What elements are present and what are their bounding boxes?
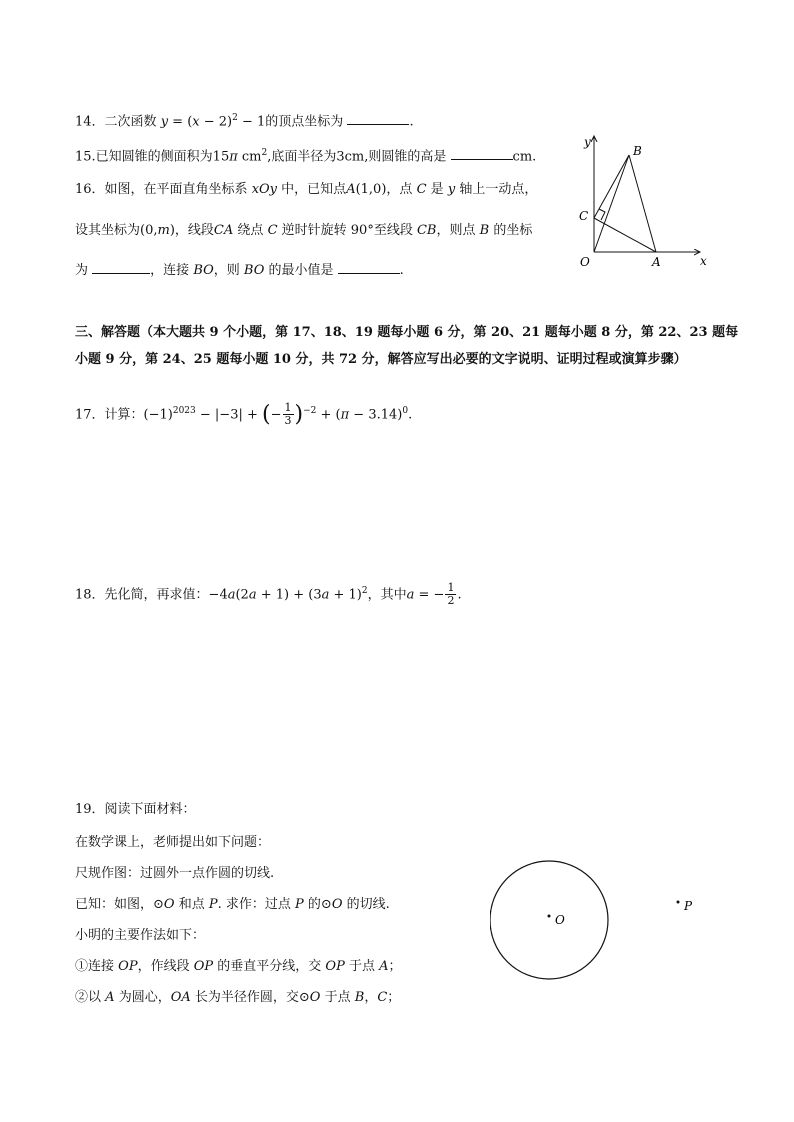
q14-formula-exp: 2: [232, 113, 238, 123]
q17-term-2: − |−3| +: [195, 407, 263, 423]
q16-point-a: A: [346, 182, 356, 197]
q14-end: .: [409, 114, 414, 130]
q18-frac-num: 1: [447, 581, 455, 595]
question-14: [75, 108, 414, 132]
label-x: x: [700, 254, 707, 268]
q14-formula-rest: − 2): [199, 114, 233, 130]
q19-line-3: 尺规作图：过圆外一点作圆的切线.: [75, 866, 275, 881]
q18-fraction: [445, 582, 456, 607]
q19-l4-o: O: [163, 897, 175, 912]
q19-l4-p: P: [208, 897, 218, 912]
q16-text-1d: 是: [430, 182, 444, 197]
q15-pi: π: [229, 149, 238, 165]
point-p-dot: [677, 901, 680, 904]
q17-term-1-exp: 2023: [172, 406, 196, 416]
q19-l6-e: ；: [388, 959, 402, 974]
q18-expr-4: + 1): [329, 587, 362, 603]
q15-end: cm.: [512, 149, 537, 165]
q18-expr-2: (2: [235, 587, 249, 603]
q19-l4-c: . 求作：过点: [217, 897, 291, 912]
q18-var-a-1: a: [227, 587, 236, 603]
q19-l7-d: 于点: [324, 990, 351, 1005]
q19-l4-d: 的⊙: [307, 897, 332, 912]
q16-text-1a: 16．如图，在平面直角坐标系: [75, 182, 248, 197]
q19-l7-oa: OA: [170, 990, 191, 1005]
q14-answer-blank[interactable]: [347, 110, 409, 125]
q16-point-b: B: [479, 223, 490, 238]
q15-prefix: 15.已知圆锥的侧面积为15: [75, 149, 230, 165]
segment-ob: [594, 155, 629, 252]
q16-point-c-2: C: [267, 223, 278, 238]
q17-prefix: 17．计算：: [75, 407, 144, 423]
q18-var-a-3: a: [321, 587, 330, 603]
q16-text-1b: 中，已知点: [281, 182, 347, 197]
section-3-heading-line-1: 三、解答题（本大题共 9 个小题，第 17、18、19 题每小题 6 分，第 20、21 题每小题 8 分，第 22、23 题每: [75, 325, 739, 340]
q19-l4-e: 的切线.: [346, 897, 390, 912]
q16-text-2a: 设其坐标为: [75, 223, 141, 238]
q16-m: m: [157, 223, 170, 238]
question-16-line-2: [75, 221, 532, 241]
q19-l6-op2: OP: [193, 959, 214, 974]
q19-l6-b: ，作线段: [137, 959, 190, 974]
q16-answer-blank-1[interactable]: [92, 259, 150, 274]
q16-text-3b: ，连接: [150, 263, 190, 278]
q19-l4-o2: O: [331, 897, 343, 912]
figure-16-coordinate-diagram: [570, 130, 720, 270]
label-y: y: [584, 135, 591, 149]
q19-line-5: 小明的主要作法如下：: [75, 928, 206, 943]
q16-text-3c: ，则: [213, 263, 240, 278]
q16-xoy: xOy: [251, 182, 278, 197]
q19-l7-f: ；: [387, 990, 401, 1005]
q18-eq: = −: [414, 587, 445, 603]
label-c: C: [579, 209, 589, 223]
label-p: P: [684, 899, 693, 913]
q16-segment-ca: CA: [213, 223, 234, 238]
q17-end: .: [408, 407, 413, 423]
q17-term-4-exp: 0: [402, 406, 409, 416]
q16-coord-close: ): [169, 223, 175, 238]
q19-l6-op3: OP: [325, 959, 345, 974]
question-17: 17．计算：$(-1)^{2023} - |-3|$ + (− $\frac{1}{3}$ )$^{-2} + (\pi - 3.14)^0$.: [75, 401, 413, 428]
q16-text-3d: 的最小值是: [268, 263, 334, 278]
q17-term-4: + (: [316, 407, 341, 423]
q18-var-a-4: a: [406, 587, 415, 603]
q14-suffix: 的顶点坐标为: [265, 114, 344, 130]
q15-middle: ,底面半径为3cm,则圆锥的高是: [267, 149, 447, 165]
q17-frac-num: 1: [284, 401, 292, 415]
q16-point-c: C: [416, 182, 427, 197]
q19-l6-a-point: A: [379, 959, 389, 974]
q17-paren-close: ): [294, 401, 304, 427]
q19-l6-d: 于点: [348, 959, 375, 974]
q18-exp: 2: [361, 586, 368, 596]
segment-cb: [594, 155, 629, 218]
q18-expr-3: + 1) + (3: [256, 587, 322, 603]
q14-prefix: 14．二次函数: [75, 114, 157, 130]
q18-prefix: 18．先化简，再求值：: [75, 587, 209, 603]
q16-segment-bo-2: BO: [243, 263, 265, 278]
q16-y-axis: y: [447, 182, 456, 197]
center-o-dot: [548, 915, 551, 918]
q16-text-2b: ，线段: [174, 223, 214, 238]
q19-l6-op: OP: [118, 959, 138, 974]
q17-fraction: [283, 402, 294, 427]
q19-l4-p2: P: [295, 897, 304, 912]
question-16-line-1: [75, 180, 537, 200]
q16-text-3-end: .: [399, 263, 404, 278]
q19-line-2: 在数学课上，老师提出如下问题：: [75, 835, 271, 850]
q18-end: .: [457, 587, 462, 603]
q19-line-7: [75, 988, 400, 1008]
q17-term-1: (−1): [143, 407, 173, 423]
q16-text-2c: 绕点: [237, 223, 264, 238]
q15-unit-exp: 2: [261, 148, 268, 158]
q14-formula-y: y: [160, 114, 169, 130]
q17-term-4b: − 3.14): [349, 407, 403, 423]
q18-var-a-2: a: [248, 587, 257, 603]
right-angle-mark: [599, 209, 605, 220]
q19-l7-a: ②以: [75, 990, 102, 1005]
q16-coord-c: (0,: [140, 223, 158, 238]
q15-unit: cm: [237, 149, 262, 165]
q19-line-4: [75, 895, 390, 915]
q15-answer-blank[interactable]: [451, 145, 513, 160]
q14-formula-eq: = (: [168, 114, 193, 130]
q19-l7-o: O: [309, 990, 321, 1005]
segment-ba: [629, 155, 656, 252]
q16-text-2d: 逆时针旋转 90°至线段: [281, 223, 413, 238]
label-b: B: [633, 144, 642, 158]
q18-expr-1: −4: [208, 587, 228, 603]
q16-segment-bo: BO: [193, 263, 214, 278]
q19-l4-b: 和点: [178, 897, 205, 912]
q19-line-1: 19．阅读下面材料：: [75, 802, 196, 817]
q19-l7-e: ，: [364, 990, 378, 1005]
q19-l7-c-point: C: [377, 990, 388, 1005]
figure-19-circle-diagram: [490, 855, 710, 995]
q19-l6-a: ①连接: [75, 959, 115, 974]
q17-pi: π: [340, 407, 350, 423]
q16-text-1c: ，点: [386, 182, 413, 197]
label-a: A: [652, 255, 661, 269]
q16-coord-a: (1,0): [355, 182, 387, 197]
q14-formula-tail: − 1: [237, 114, 266, 130]
q19-line-6: [75, 957, 402, 977]
question-16-line-3: [75, 259, 404, 281]
q19-l7-c: 长为半径作圆，交⊙: [194, 990, 310, 1005]
q18-frac-den: 2: [447, 594, 455, 608]
question-18: [75, 576, 462, 610]
q18-mid: ，其中: [367, 587, 407, 603]
q17-frac-den: 3: [284, 414, 292, 428]
q19-l4-a: 已知：如图，⊙: [75, 897, 164, 912]
q16-answer-blank-2[interactable]: [338, 259, 400, 274]
q16-segment-cb: CB: [416, 223, 437, 238]
label-o: O: [580, 255, 590, 269]
label-o: O: [555, 913, 565, 927]
q16-text-2e: ，则点: [436, 223, 476, 238]
segment-ca: [594, 218, 656, 252]
q17-paren-open: (: [262, 401, 271, 427]
section-3-heading-line-2: 小题 9 分，第 24、25 题每小题 10 分，共 72 分，解答应写出必要的文字说明、证明过程或演算步骤）: [75, 352, 687, 367]
q16-text-2f: 的坐标: [493, 223, 533, 238]
q19-l7-b-point: B: [354, 990, 365, 1005]
circle-o: [490, 861, 608, 979]
q14-formula-x: x: [192, 114, 200, 130]
q17-term-3-exp: −2: [303, 406, 317, 416]
q19-l7-a-point: A: [105, 990, 115, 1005]
q16-text-3a: 为: [75, 263, 89, 278]
question-15: [75, 143, 536, 167]
q19-l7-b: 为圆心，: [118, 990, 171, 1005]
q16-text-1e: 轴上一动点，: [459, 182, 538, 197]
q19-l6-c: 的垂直平分线，交: [217, 959, 322, 974]
